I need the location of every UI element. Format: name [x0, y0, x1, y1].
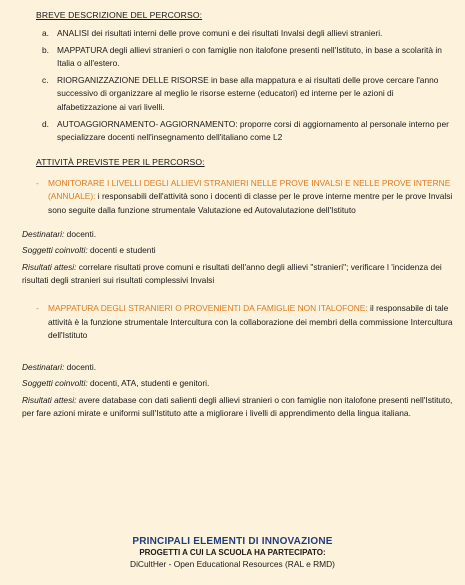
soggetti-value: docenti e studenti — [87, 245, 156, 256]
destinatari-label: Destinatari: — [22, 361, 65, 372]
risultati-line — [22, 261, 453, 288]
list-text: AUTOAGGIORNAMENTO- AGGIORNAMENTO: proporre corsi di aggiornamento al personale interno per specializzare docenti nell'insegnamento dell'italiano come L2 — [57, 118, 449, 143]
footer-project-line: DiCultHer - Open Educational Resources (RAL e RMD) — [130, 559, 335, 569]
destinatari-line — [22, 361, 453, 375]
risultati-label: Risultati attesi: — [22, 394, 77, 405]
activity-body: il responsabile di tale attività è la funzione strumentale Intercultura con la collaborazione dei membri della commissione Intercultura dell'Istituto — [48, 302, 453, 341]
destinatari-value: docenti. — [64, 228, 97, 239]
list-letter: c. — [42, 74, 49, 85]
risultati-line — [22, 394, 453, 421]
list-letter: a. — [42, 28, 49, 38]
list-text: MAPPATURA degli allievi stranieri o con famiglie non italofone presenti nell'Istituto, in base a scolarità in Italia o all'estero. — [57, 44, 442, 69]
soggetti-line — [22, 377, 453, 391]
risultati-label: Risultati attesi: — [22, 261, 77, 272]
list-item — [42, 44, 453, 71]
section-title-attivita: ATTIVITÀ PREVISTE PER IL PERCORSO: — [36, 156, 205, 167]
activity-item — [36, 177, 453, 218]
list-letter: b. — [42, 44, 49, 55]
footer-subtitle: PROGETTI A CUI LA SCUOLA HA PARTECIPATO: — [139, 548, 326, 557]
activity-body: i responsabili dell'attività sono i docenti di classe per le prove interne mentre per le prove Invalsi sono seguite dalla funzione strumentale Valutazione ed Autovalutazione dell'Istituto — [48, 191, 453, 215]
dash-bullet: - — [36, 302, 39, 313]
soggetti-value: docenti, ATA, studenti e genitori. — [87, 378, 210, 389]
list-text: RIORGANIZZAZIONE DELLE RISORSE in base alla mappatura e ai risultati delle prove cercare l'anno successivo di organizzare al meglio le risorse esterne (educatori) ed interne per le azioni di alfabetizzazione ai vari livelli. — [57, 74, 439, 112]
activity-list-2 — [36, 302, 453, 343]
innovation-footer — [0, 536, 465, 569]
destinatari-value: docenti. — [64, 361, 97, 372]
soggetti-label: Soggetti coinvolti: — [22, 245, 88, 256]
soggetti-line — [22, 244, 453, 258]
destinatari-label: Destinatari: — [22, 228, 65, 239]
activity-list-1 — [36, 177, 453, 218]
footer-title: PRINCIPALI ELEMENTI DI INNOVAZIONE — [132, 536, 333, 547]
risultati-value: correlare risultati prove comuni e risultati dell'anno degli allievi "stranieri"; verificare l 'incidenza dei risultati degli stranieri sui risultati complessivi Invalsi — [22, 261, 442, 286]
list-item — [42, 74, 453, 115]
destinatari-line — [22, 228, 453, 242]
soggetti-label: Soggetti coinvolti: — [22, 378, 88, 389]
activity-heading: MONITORARE I LIVELLI DEGLI ALLIEVI STRANIERI NELLE PROVE INVALSI E NELLE PROVE INTERNE (ANNUALE): — [48, 177, 451, 202]
activity-2-details — [22, 361, 453, 421]
dash-bullet: - — [36, 177, 39, 188]
list-text: ANALISI dei risultati interni delle prove comuni e dei risultati Invalsi degli allievi stranieri. — [57, 28, 383, 38]
section-title-descrizione: BREVE DESCRIZIONE DEL PERCORSO: — [36, 10, 203, 20]
list-item — [42, 118, 453, 145]
description-list — [36, 27, 453, 145]
list-letter: d. — [42, 118, 49, 129]
list-item — [42, 27, 453, 41]
risultati-value: avere database con dati salienti degli allievi stranieri o con famiglie non italofone presenti nell'Istituto, per fare azioni mirate e uniformi sull'Istituto atte a migliorare i livelli di apprendimento della lingua italiana. — [22, 394, 453, 419]
activity-item — [36, 302, 453, 343]
activity-1-details — [22, 228, 453, 288]
activity-heading: MAPPATURA DEGLI STRANIERI O PROVENIENTI DA FAMIGLIE NON ITALOFONE: — [48, 302, 368, 313]
